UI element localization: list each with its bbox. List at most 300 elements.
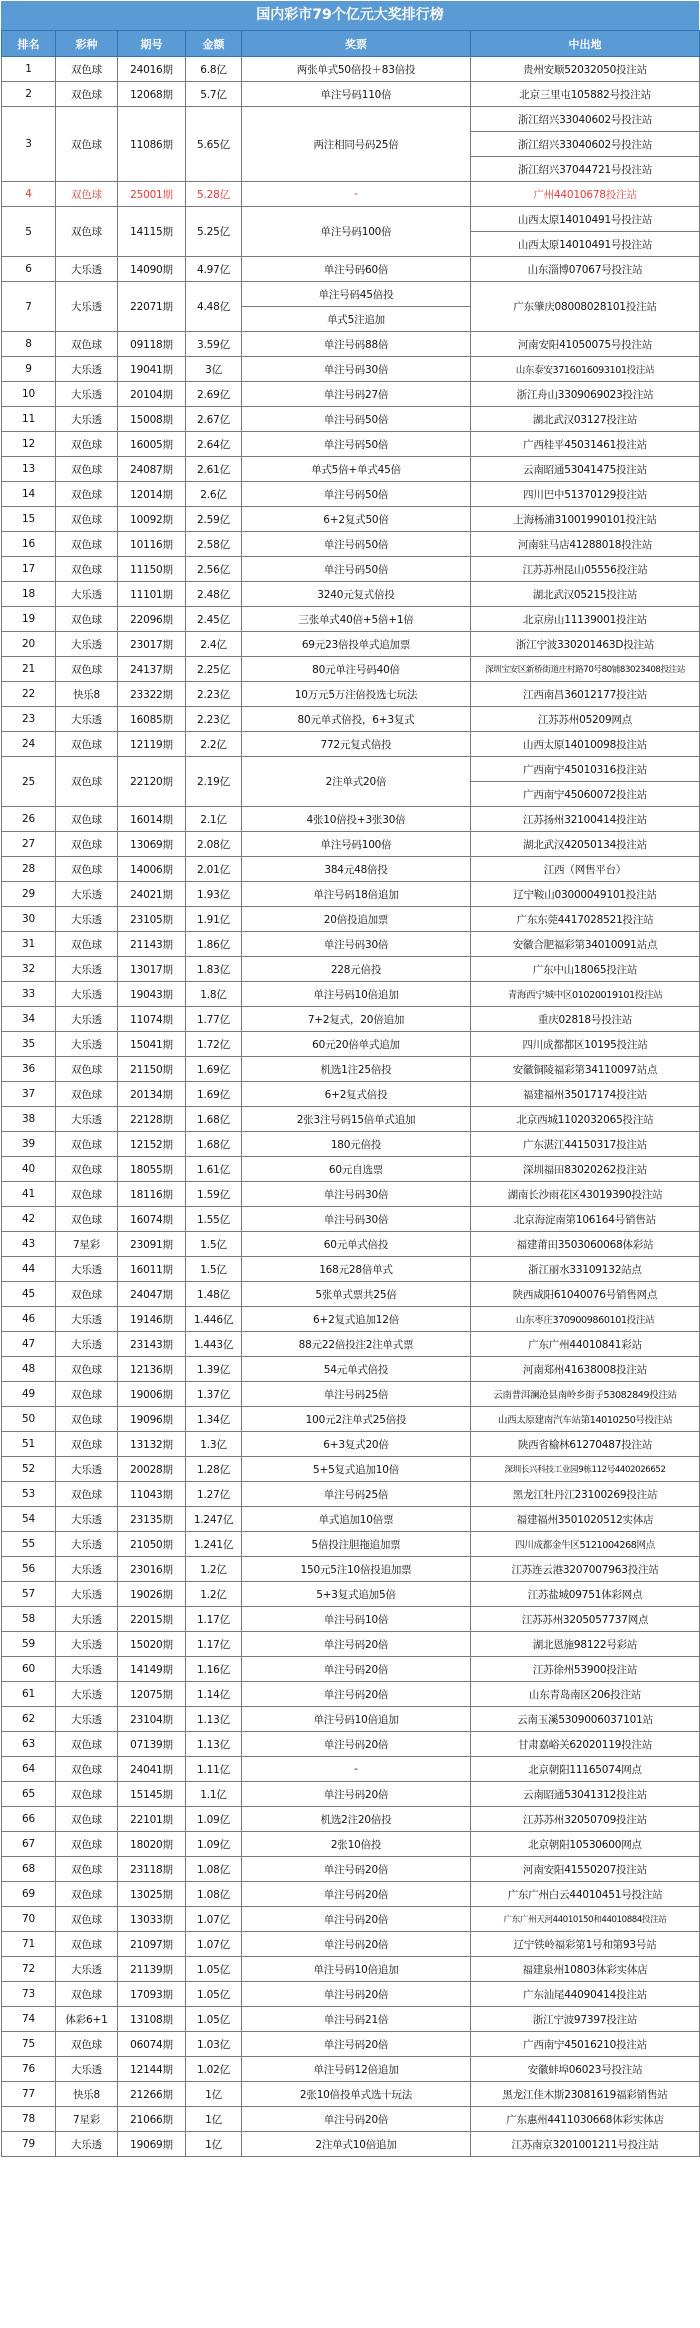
- rank-cell: 64: [2, 1757, 56, 1782]
- rank-cell: 12: [2, 432, 56, 457]
- amount-cell: 1.34亿: [186, 1407, 242, 1432]
- issue-cell: 23135期: [118, 1507, 186, 1532]
- place-cell: 江苏苏州昆山05556投注站: [471, 557, 700, 582]
- issue-cell: 19069期: [118, 2132, 186, 2157]
- lottery-type-cell: 双色球: [56, 557, 118, 582]
- table-row: [2, 532, 700, 557]
- issue-cell: 23322期: [118, 682, 186, 707]
- issue-cell: 24041期: [118, 1757, 186, 1782]
- issue-cell: 11074期: [118, 1007, 186, 1032]
- tickets-cell: 单注号码88倍: [242, 332, 471, 357]
- lottery-type-cell: 双色球: [56, 332, 118, 357]
- header-tickets: 奖票: [242, 31, 471, 57]
- lottery-type-cell: 大乐透: [56, 1332, 118, 1357]
- table-row: [2, 1007, 700, 1032]
- amount-cell: 1.69亿: [186, 1082, 242, 1107]
- place-cell: 浙江舟山3309069023投注站: [471, 382, 700, 407]
- tickets-cell: 3240元复式倍投: [242, 582, 471, 607]
- place-cell: 山东枣庄3709009860101投注站: [471, 1307, 700, 1332]
- rank-cell: 4: [2, 182, 56, 207]
- issue-cell: 22120期: [118, 757, 186, 807]
- table-row: [2, 207, 700, 232]
- amount-cell: 1.05亿: [186, 2007, 242, 2032]
- lottery-type-cell: 双色球: [56, 1082, 118, 1107]
- issue-cell: 16014期: [118, 807, 186, 832]
- amount-cell: 1.07亿: [186, 1907, 242, 1932]
- table-row: [2, 1257, 700, 1282]
- place-cell: 广东汕尾44090414投注站: [471, 1982, 700, 2007]
- amount-cell: 4.48亿: [186, 282, 242, 332]
- lottery-type-cell: 双色球: [56, 857, 118, 882]
- issue-cell: 13033期: [118, 1907, 186, 1932]
- place-cell: 江苏南京32010012​11号投注站: [471, 2132, 700, 2157]
- lottery-type-cell: 大乐透: [56, 1682, 118, 1707]
- lottery-type-cell: 双色球: [56, 1132, 118, 1157]
- issue-cell: 14115期: [118, 207, 186, 257]
- lottery-type-cell: 大乐透: [56, 1607, 118, 1632]
- issue-cell: 13017期: [118, 957, 186, 982]
- issue-cell: 07139期: [118, 1732, 186, 1757]
- amount-cell: 1.2亿: [186, 1582, 242, 1607]
- place-cell: 河南安阳41050075号投注站: [471, 332, 700, 357]
- lottery-type-cell: 7星彩: [56, 1232, 118, 1257]
- rank-cell: 34: [2, 1007, 56, 1032]
- rank-cell: 21: [2, 657, 56, 682]
- tickets-cell: 单注号码30倍: [242, 357, 471, 382]
- place-cell: 四川成都金牛区51210042​68网点: [471, 1532, 700, 1557]
- place-cell: 陕西咸阳61040076号销售网点: [471, 1282, 700, 1307]
- rank-cell: 40: [2, 1157, 56, 1182]
- rank-cell: 78: [2, 2107, 56, 2132]
- issue-cell: 19026期: [118, 1582, 186, 1607]
- issue-cell: 18116期: [118, 1182, 186, 1207]
- issue-cell: 22101期: [118, 1807, 186, 1832]
- amount-cell: 5.28亿: [186, 182, 242, 207]
- lottery-type-cell: 双色球: [56, 1807, 118, 1832]
- place-cell: 黑龙江牡丹江23100269投注站: [471, 1482, 700, 1507]
- tickets-cell: 2张3注号码15倍单式追加: [242, 1107, 471, 1132]
- table-row: [2, 1632, 700, 1657]
- place-cell: 湖北武汉03127投注站: [471, 407, 700, 432]
- issue-cell: 10092期: [118, 507, 186, 532]
- tickets-cell: 60元单式倍投: [242, 1232, 471, 1257]
- tickets-cell: 单注号码20倍: [242, 1982, 471, 2007]
- place-cell: 江西（网售平台）: [471, 857, 700, 882]
- issue-cell: 16011期: [118, 1257, 186, 1282]
- issue-cell: 14090期: [118, 257, 186, 282]
- table-row: [2, 1157, 700, 1182]
- lottery-type-cell: 大乐透: [56, 2132, 118, 2157]
- tickets-cell: 2注单式20倍: [242, 757, 471, 807]
- table-row: [2, 2007, 700, 2032]
- rank-cell: 67: [2, 1832, 56, 1857]
- amount-cell: 2.2亿: [186, 732, 242, 757]
- rank-cell: 11: [2, 407, 56, 432]
- rank-cell: 39: [2, 1132, 56, 1157]
- rank-cell: 2: [2, 82, 56, 107]
- issue-cell: 16074期: [118, 1207, 186, 1232]
- lottery-type-cell: 双色球: [56, 1382, 118, 1407]
- lottery-type-cell: 大乐透: [56, 1507, 118, 1532]
- place-cell: 北京海淀南第106164号销售站: [471, 1207, 700, 1232]
- issue-cell: 19006期: [118, 1382, 186, 1407]
- tickets-cell: 6+2复式追加12倍: [242, 1307, 471, 1332]
- rank-cell: 9: [2, 357, 56, 382]
- lottery-type-cell: 大乐透: [56, 382, 118, 407]
- rank-cell: 57: [2, 1582, 56, 1607]
- amount-cell: 2.69亿: [186, 382, 242, 407]
- amount-cell: 1.93亿: [186, 882, 242, 907]
- lottery-type-cell: 双色球: [56, 57, 118, 82]
- rank-cell: 68: [2, 1857, 56, 1882]
- lottery-type-cell: 双色球: [56, 607, 118, 632]
- amount-cell: 3.59亿: [186, 332, 242, 357]
- tickets-cell: 88元22倍投注2注单式票: [242, 1332, 471, 1357]
- amount-cell: 1.07亿: [186, 1932, 242, 1957]
- lottery-type-cell: 双色球: [56, 1182, 118, 1207]
- lottery-type-cell: 双色球: [56, 482, 118, 507]
- rank-cell: 79: [2, 2132, 56, 2157]
- amount-cell: 1.91亿: [186, 907, 242, 932]
- amount-cell: 4.97亿: [186, 257, 242, 282]
- amount-cell: 2.45亿: [186, 607, 242, 632]
- issue-cell: 19146期: [118, 1307, 186, 1332]
- rank-cell: 24: [2, 732, 56, 757]
- table-row: [2, 1707, 700, 1732]
- tickets-cell: 10万元5万注倍投选七玩法: [242, 682, 471, 707]
- place-cell: 深圳宝安区新桥街道庄村路70号80铺83023408投注站: [471, 657, 700, 682]
- tickets-cell: 单注号码50倍: [242, 432, 471, 457]
- place-cell: 辽宁鞍山03000049101投注站: [471, 882, 700, 907]
- tickets-cell: 单注号码10倍追加: [242, 1707, 471, 1732]
- tickets-cell: 228元倍投: [242, 957, 471, 982]
- amount-cell: 1.13亿: [186, 1707, 242, 1732]
- tickets-cell: 5倍投注胆拖追加票: [242, 1532, 471, 1557]
- rank-cell: 65: [2, 1782, 56, 1807]
- tickets-cell: 2张10倍投单式选十玩法: [242, 2082, 471, 2107]
- tickets-cell: 两注相同号码25倍: [242, 107, 471, 182]
- tickets-cell: 80元单式倍投，6+3复式: [242, 707, 471, 732]
- lottery-type-cell: 双色球: [56, 1732, 118, 1757]
- tickets-cell: 单注号码20倍: [242, 1932, 471, 1957]
- rank-cell: 33: [2, 982, 56, 1007]
- place-cell: 广东中山18065投注站: [471, 957, 700, 982]
- tickets-cell: 5+3复式追加5倍: [242, 1582, 471, 1607]
- lottery-type-cell: 双色球: [56, 1282, 118, 1307]
- issue-cell: 21097期: [118, 1932, 186, 1957]
- issue-cell: 11043期: [118, 1482, 186, 1507]
- place-cell: 江苏苏州32050577​37网点: [471, 1607, 700, 1632]
- lottery-type-cell: 双色球: [56, 432, 118, 457]
- table-row: [2, 82, 700, 107]
- header-issue: 期号: [118, 31, 186, 57]
- amount-cell: 1亿: [186, 2132, 242, 2157]
- tickets-cell: 2注单式10倍追加: [242, 2132, 471, 2157]
- tickets-cell: 180元倍投: [242, 1132, 471, 1157]
- lottery-type-cell: 大乐透: [56, 282, 118, 332]
- table-row: [2, 507, 700, 532]
- amount-cell: 1.03亿: [186, 2032, 242, 2057]
- rank-cell: 50: [2, 1407, 56, 1432]
- table-row: [2, 1307, 700, 1332]
- issue-cell: 24087期: [118, 457, 186, 482]
- rank-cell: 66: [2, 1807, 56, 1832]
- issue-cell: 12119期: [118, 732, 186, 757]
- rank-cell: 43: [2, 1232, 56, 1257]
- place-cell: 福建福州35017174投注站: [471, 1082, 700, 1107]
- table-row: [2, 1407, 700, 1432]
- tickets-cell: -: [242, 1757, 471, 1782]
- amount-cell: 2.01亿: [186, 857, 242, 882]
- issue-cell: 11150期: [118, 557, 186, 582]
- table-row: [2, 857, 700, 882]
- issue-cell: 23143期: [118, 1332, 186, 1357]
- rank-cell: 70: [2, 1907, 56, 1932]
- lottery-type-cell: 双色球: [56, 107, 118, 182]
- table-row: [2, 1082, 700, 1107]
- lottery-type-cell: 大乐透: [56, 257, 118, 282]
- table-row: [2, 1582, 700, 1607]
- table-row: [2, 1032, 700, 1057]
- place-cell: 云南昭通53041475投注站: [471, 457, 700, 482]
- place-cell: 广西南宁45060072投注站: [471, 782, 700, 807]
- amount-cell: 1.2亿: [186, 1557, 242, 1582]
- amount-cell: 1.5亿: [186, 1257, 242, 1282]
- table-row: [2, 1807, 700, 1832]
- place-cell: 北京朝阳10530600网点: [471, 1832, 700, 1857]
- rank-cell: 62: [2, 1707, 56, 1732]
- rank-cell: 46: [2, 1307, 56, 1332]
- table-row: [2, 932, 700, 957]
- lottery-type-cell: 双色球: [56, 1857, 118, 1882]
- amount-cell: 2.4亿: [186, 632, 242, 657]
- amount-cell: 1.77亿: [186, 1007, 242, 1032]
- place-cell: 浙江绍兴33040602号投注站: [471, 107, 700, 132]
- amount-cell: 2.25亿: [186, 657, 242, 682]
- amount-cell: 1.05亿: [186, 1957, 242, 1982]
- lottery-type-cell: 双色球: [56, 1982, 118, 2007]
- lottery-type-cell: 双色球: [56, 1357, 118, 1382]
- table-row: [2, 457, 700, 482]
- table-row: [2, 832, 700, 857]
- issue-cell: 20134期: [118, 1082, 186, 1107]
- amount-cell: 5.65亿: [186, 107, 242, 182]
- table-row: [2, 1432, 700, 1457]
- amount-cell: 1.247亿: [186, 1507, 242, 1532]
- lottery-type-cell: 双色球: [56, 1057, 118, 1082]
- place-cell: 安徽铜陵福彩第34110097站点: [471, 1057, 700, 1082]
- amount-cell: 1.446亿: [186, 1307, 242, 1332]
- rank-cell: 19: [2, 607, 56, 632]
- place-cell: 江苏徐州53900投注站: [471, 1657, 700, 1682]
- issue-cell: 13069期: [118, 832, 186, 857]
- lottery-type-cell: 双色球: [56, 2032, 118, 2057]
- table-row: [2, 1207, 700, 1232]
- issue-cell: 24047期: [118, 1282, 186, 1307]
- issue-cell: 15020期: [118, 1632, 186, 1657]
- lottery-type-cell: 7星彩: [56, 2107, 118, 2132]
- table-row: [2, 357, 700, 382]
- amount-cell: 1.68亿: [186, 1132, 242, 1157]
- rank-cell: 63: [2, 1732, 56, 1757]
- table-row: [2, 2032, 700, 2057]
- tickets-cell: 60元自选票: [242, 1157, 471, 1182]
- tickets-cell: 单注号码20倍: [242, 1882, 471, 1907]
- lottery-type-cell: 大乐透: [56, 582, 118, 607]
- amount-cell: 2.23亿: [186, 707, 242, 732]
- issue-cell: 19096期: [118, 1407, 186, 1432]
- rank-cell: 15: [2, 507, 56, 532]
- tickets-cell: 384元48倍投: [242, 857, 471, 882]
- tickets-cell: 100元2注单式25倍投: [242, 1407, 471, 1432]
- amount-cell: 1.09亿: [186, 1807, 242, 1832]
- table-row: [2, 1232, 700, 1257]
- rank-cell: 5: [2, 207, 56, 257]
- issue-cell: 22071期: [118, 282, 186, 332]
- tickets-cell: 单注号码21倍: [242, 2007, 471, 2032]
- issue-cell: 13132期: [118, 1432, 186, 1457]
- place-cell: 上海杨浦31001990101投注站: [471, 507, 700, 532]
- lottery-type-cell: 大乐透: [56, 957, 118, 982]
- table-row: [2, 1457, 700, 1482]
- lottery-type-cell: 体彩6+1: [56, 2007, 118, 2032]
- rank-cell: 27: [2, 832, 56, 857]
- tickets-cell: 单式追加10倍票: [242, 1507, 471, 1532]
- tickets-cell: 单注号码12倍追加: [242, 2057, 471, 2082]
- tickets-cell: 单注号码20倍: [242, 1682, 471, 1707]
- amount-cell: 1.48亿: [186, 1282, 242, 1307]
- ranking-sheet: [1, 1, 699, 2327]
- table-row: [2, 1482, 700, 1507]
- issue-cell: 17093期: [118, 1982, 186, 2007]
- place-cell: 云南普洱澜沧县南岭乡街子53082849投注站: [471, 1382, 700, 1407]
- lottery-type-cell: 双色球: [56, 732, 118, 757]
- tickets-cell: 单注号码60倍: [242, 257, 471, 282]
- tickets-cell: 6+2复式倍投: [242, 1082, 471, 1107]
- issue-cell: 24021期: [118, 882, 186, 907]
- amount-cell: 1.37亿: [186, 1382, 242, 1407]
- amount-cell: 1.443亿: [186, 1332, 242, 1357]
- place-cell: 湖北恩施98122号彩站: [471, 1632, 700, 1657]
- rank-cell: 10: [2, 382, 56, 407]
- table-row: [2, 2107, 700, 2132]
- amount-cell: 1.1亿: [186, 1782, 242, 1807]
- issue-cell: 23118期: [118, 1857, 186, 1882]
- amount-cell: 1.83亿: [186, 957, 242, 982]
- amount-cell: 1.59亿: [186, 1182, 242, 1207]
- place-cell: 山西太原建南汽车站第14010250号投注站: [471, 1407, 700, 1432]
- issue-cell: 12075期: [118, 1682, 186, 1707]
- amount-cell: 1亿: [186, 2082, 242, 2107]
- rank-cell: 1: [2, 57, 56, 82]
- issue-cell: 25001期: [118, 182, 186, 207]
- issue-cell: 10116期: [118, 532, 186, 557]
- amount-cell: 5.25亿: [186, 207, 242, 257]
- table-row: [2, 1282, 700, 1307]
- table-row: [2, 1982, 700, 2007]
- tickets-cell: 单注号码50倍: [242, 407, 471, 432]
- issue-cell: 21266期: [118, 2082, 186, 2107]
- tickets-cell: 机选2注20倍投: [242, 1807, 471, 1832]
- amount-cell: 1.8亿: [186, 982, 242, 1007]
- issue-cell: 24016期: [118, 57, 186, 82]
- rank-cell: 72: [2, 1957, 56, 1982]
- place-cell: 福建福州35010205​12实体店: [471, 1507, 700, 1532]
- table-row: [2, 907, 700, 932]
- tickets-cell: 4张10倍投+3张30倍: [242, 807, 471, 832]
- lottery-type-cell: 大乐透: [56, 407, 118, 432]
- table-row: [2, 257, 700, 282]
- amount-cell: 2.48亿: [186, 582, 242, 607]
- place-cell: 山东青岛南区206投注站: [471, 1682, 700, 1707]
- lottery-type-cell: 双色球: [56, 82, 118, 107]
- place-cell: 浙江绍兴37044721号投注站: [471, 157, 700, 182]
- rank-cell: 26: [2, 807, 56, 832]
- lottery-type-cell: 大乐透: [56, 2057, 118, 2082]
- lottery-type-cell: 大乐透: [56, 707, 118, 732]
- table-row: [2, 757, 700, 782]
- place-cell: 广西桂平45031461投注站: [471, 432, 700, 457]
- tickets-cell: 单注号码20倍: [242, 2032, 471, 2057]
- place-cell: 广西南宁45016210投注站: [471, 2032, 700, 2057]
- tickets-cell: 单注号码50倍: [242, 482, 471, 507]
- table-row: [2, 1182, 700, 1207]
- rank-cell: 44: [2, 1257, 56, 1282]
- lottery-type-cell: 大乐透: [56, 1657, 118, 1682]
- place-cell: 广东广州白云44010451号投注站: [471, 1882, 700, 1907]
- place-cell: 山东泰安3716016093101投注站: [471, 357, 700, 382]
- place-cell: 河南驻马店41288018投注站: [471, 532, 700, 557]
- header-place: 中出地: [471, 31, 700, 57]
- lottery-type-cell: 双色球: [56, 1432, 118, 1457]
- amount-cell: 1.28亿: [186, 1457, 242, 1482]
- lottery-type-cell: 双色球: [56, 457, 118, 482]
- table-row: [2, 657, 700, 682]
- amount-cell: 2.61亿: [186, 457, 242, 482]
- tickets-cell: 80元单注号码40倍: [242, 657, 471, 682]
- tickets-cell: 单注号码30倍: [242, 1207, 471, 1232]
- amount-cell: 1.09亿: [186, 1832, 242, 1857]
- place-cell: 山东淄博07067号投注站: [471, 257, 700, 282]
- lottery-type-cell: 双色球: [56, 1832, 118, 1857]
- amount-cell: 1.5亿: [186, 1232, 242, 1257]
- issue-cell: 23104期: [118, 1707, 186, 1732]
- amount-cell: 2.58亿: [186, 532, 242, 557]
- amount-cell: 1.55亿: [186, 1207, 242, 1232]
- lottery-type-cell: 大乐透: [56, 1032, 118, 1057]
- table-row: [2, 807, 700, 832]
- rank-cell: 69: [2, 1882, 56, 1907]
- lottery-type-cell: 快乐8: [56, 682, 118, 707]
- place-cell: 福建莆田3503060068体彩站: [471, 1232, 700, 1257]
- issue-cell: 21050期: [118, 1532, 186, 1557]
- header-lottery-type: 彩种: [56, 31, 118, 57]
- amount-cell: 2.56亿: [186, 557, 242, 582]
- table-row: [2, 2132, 700, 2157]
- issue-cell: 09118期: [118, 332, 186, 357]
- table-row: [2, 1757, 700, 1782]
- place-cell: 江苏苏州32050709投注站: [471, 1807, 700, 1832]
- place-cell: 北京朝阳11165074网点: [471, 1757, 700, 1782]
- place-cell: 浙江宁波330201463D投注站: [471, 632, 700, 657]
- tickets-cell: 单注号码50倍: [242, 532, 471, 557]
- rank-cell: 25: [2, 757, 56, 807]
- issue-cell: 12152期: [118, 1132, 186, 1157]
- amount-cell: 2.19亿: [186, 757, 242, 807]
- table-header: [2, 31, 700, 57]
- place-cell: 深圳长兴科技工业园9栋112号4402026652: [471, 1457, 700, 1482]
- tickets-cell: 20倍投追加票: [242, 907, 471, 932]
